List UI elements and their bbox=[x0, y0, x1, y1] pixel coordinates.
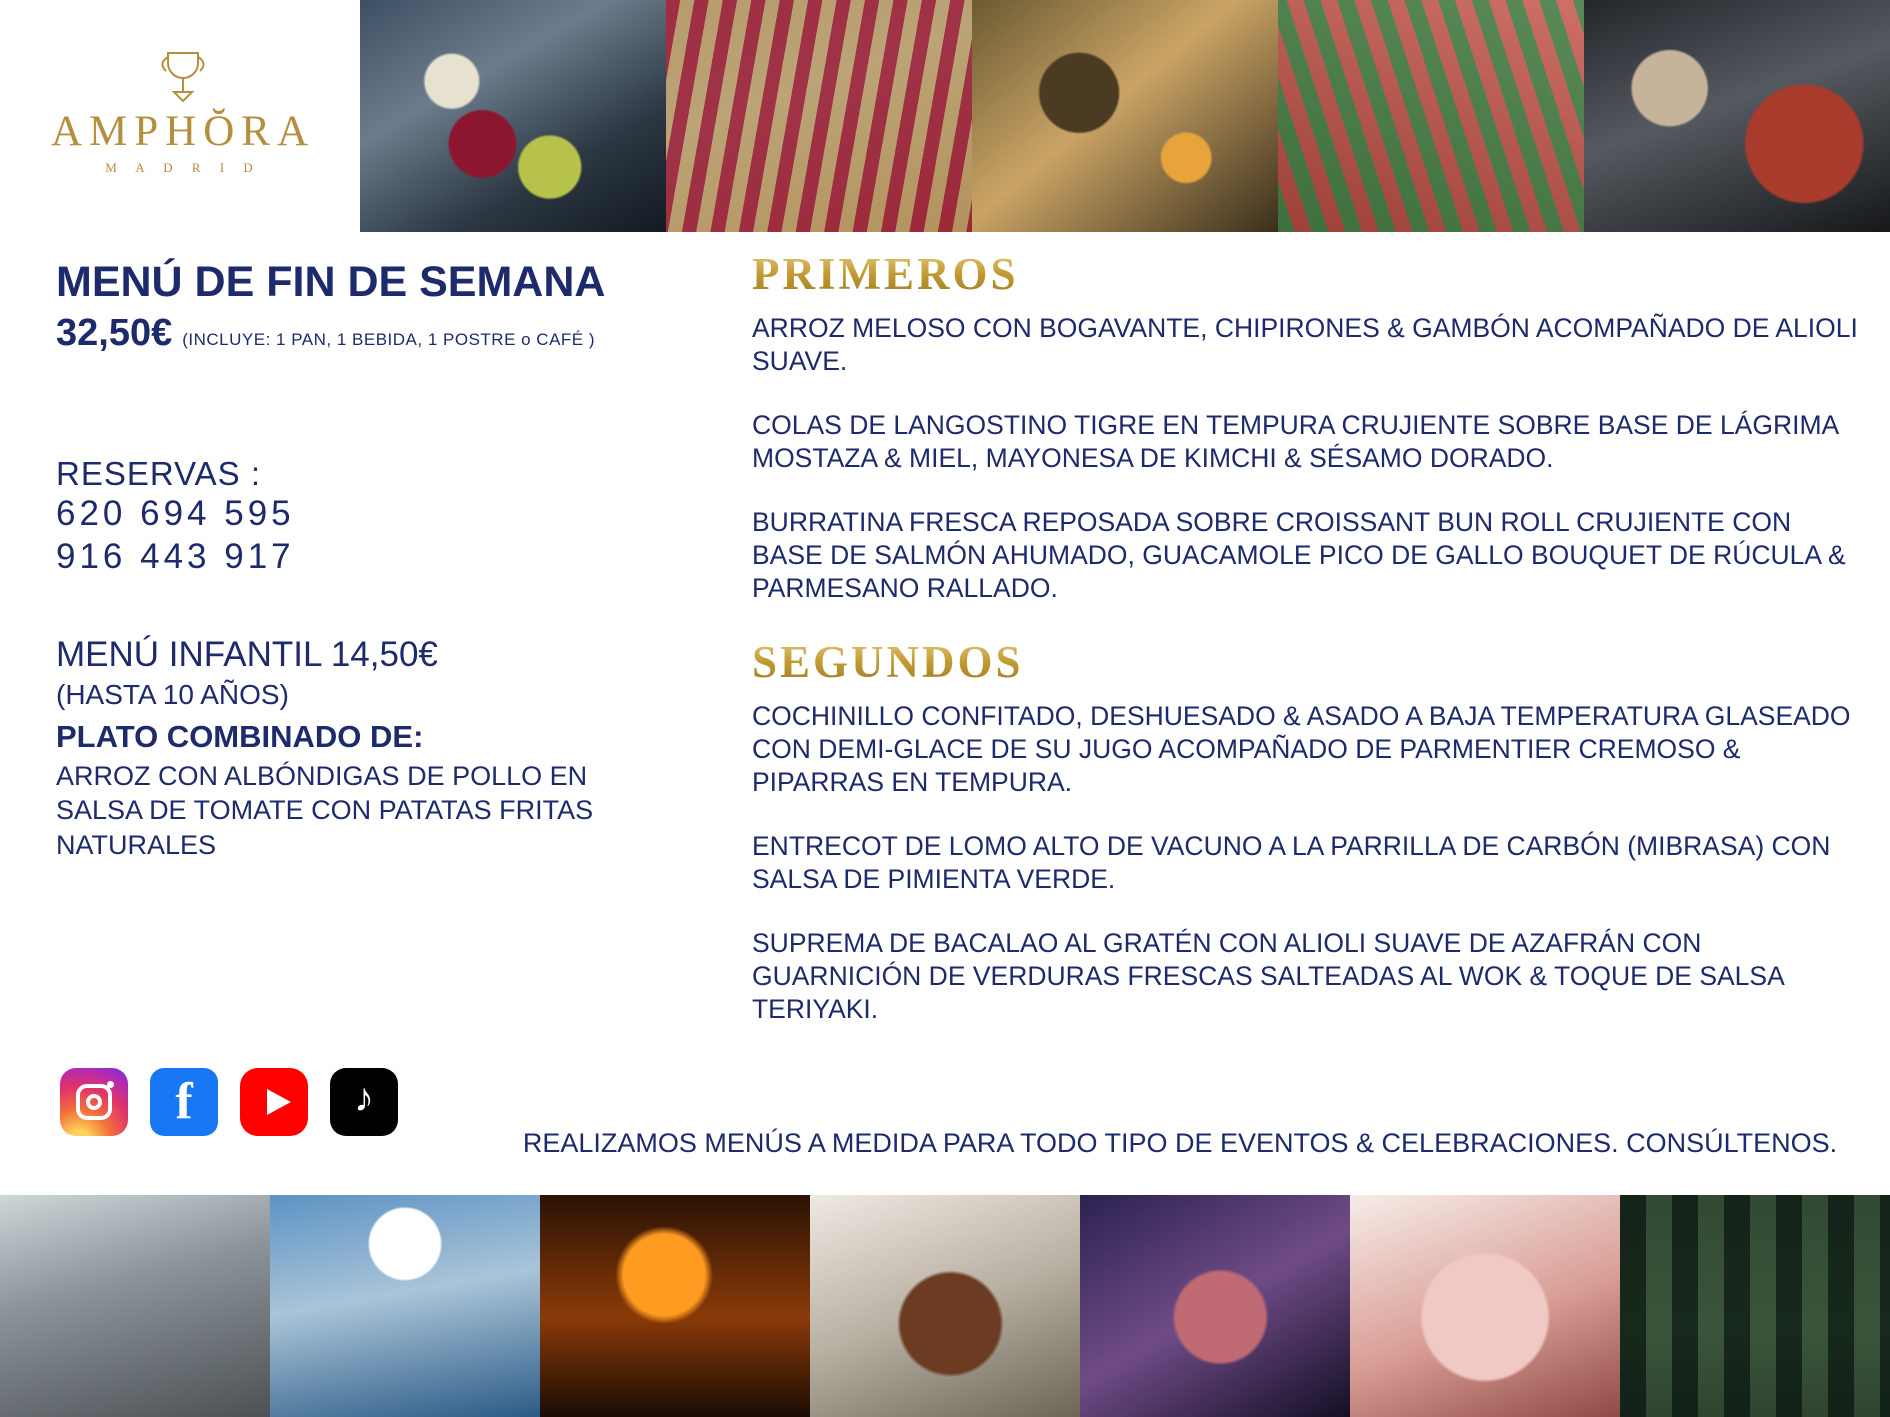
reservations-label: RESERVAS : bbox=[56, 455, 262, 493]
brand-logo bbox=[28, 36, 338, 186]
first-course-item: BURRATINA FRESCA REPOSADA SOBRE CROISSANT BUN ROLL CRUJIENTE CON BASE DE SALMÓN AHUMADO, GUACAMOLE PICO DE GALLO BOUQUET DE RÚCULA & PARMESANO RALLADO. bbox=[752, 506, 1846, 604]
kids-combo-description: ARROZ CON ALBÓNDIGAS DE POLLO EN SALSA DE TOMATE CON PATATAS FRITAS NATURALES bbox=[56, 760, 594, 860]
kids-combo-label: PLATO COMBINADO DE: bbox=[56, 718, 424, 754]
second-course-item: COCHINILLO CONFITADO, DESHUESADO & ASADO A BAJA TEMPERATURA GLASEADO CON DEMI-GLACE DE SU JUGO ACOMPAÑADO DE PARMENTIER CREMOSO & PIPARRAS EN TEMPURA. bbox=[752, 700, 1851, 798]
brand-name: AMPHŎRA bbox=[50, 107, 316, 155]
seafood-scallops-pan-photo bbox=[972, 0, 1278, 232]
restaurant-interior-photo bbox=[0, 1195, 270, 1417]
weekend-menu-title: MENÚ DE FIN DE SEMANA bbox=[56, 258, 606, 306]
reservations-block bbox=[56, 455, 736, 578]
events-footer-note: REALIZAMOS MENÚS A MEDIDA PARA TODO TIPO DE EVENTOS & CELEBRACIONES. CONSÚLTENOS. bbox=[522, 1128, 1838, 1158]
wine-bottles-photo bbox=[1620, 1195, 1890, 1417]
menu-column bbox=[752, 248, 1862, 1057]
sushi-roll-blue-plate-photo bbox=[666, 0, 972, 232]
first-course-item: ARROZ MELOSO CON BOGAVANTE, CHIPIRONES & GAMBÓN ACOMPAÑADO DE ALIOLI SUAVE. bbox=[752, 313, 1858, 377]
first-course-item: COLAS DE LANGOSTINO TIGRE EN TEMPURA CRUJIENTE SOBRE BASE DE LÁGRIMA MOSTAZA & MIEL, MAYONESA DE KIMCHI & SÉSAMO DORADO. bbox=[752, 409, 1838, 474]
second-course-item: SUPREMA DE BACALAO AL GRATÉN CON ALIOLI SUAVE DE AZAFRÁN CON GUARNICIÓN DE VERDURAS FRESCAS SALTEADAS AL WOK & TOQUE DE SALSA TERIYAKI. bbox=[752, 927, 1784, 1025]
lamb-chops-plate-photo bbox=[810, 1195, 1080, 1417]
section-heading-segundos: SEGUNDOS bbox=[752, 636, 1862, 688]
tiktok-icon[interactable] bbox=[330, 1068, 398, 1136]
reservation-phone-2[interactable]: 916 443 917 bbox=[56, 536, 295, 576]
bottom-photo-strip bbox=[0, 1195, 1890, 1417]
grilled-fish-vegetables-photo bbox=[1278, 0, 1584, 232]
price-includes-note: (INCLUYE: 1 PAN, 1 BEBIDA, 1 POSTRE o CAFÉ ) bbox=[182, 330, 596, 350]
brand-subtitle: M A D R I D bbox=[105, 159, 261, 175]
facebook-icon[interactable] bbox=[150, 1068, 218, 1136]
reservation-phone-1[interactable]: 620 694 595 bbox=[56, 494, 295, 534]
social-links bbox=[60, 1068, 398, 1136]
left-info-column bbox=[56, 258, 736, 862]
grilled-meat-flame-photo bbox=[540, 1195, 810, 1417]
menu-price: 32,50€ bbox=[56, 312, 173, 355]
instagram-icon[interactable] bbox=[60, 1068, 128, 1136]
youtube-play-glyph bbox=[267, 1089, 291, 1115]
section-heading-primeros: PRIMEROS bbox=[752, 248, 1862, 300]
kids-menu-title: MENÚ INFANTIL 14,50€ bbox=[56, 634, 438, 674]
wagyu-beef-cut-photo bbox=[1350, 1195, 1620, 1417]
instagram-lens bbox=[86, 1094, 102, 1110]
terrace-tables-photo bbox=[270, 1195, 540, 1417]
top-photo-strip bbox=[360, 0, 1890, 232]
ham-carpaccio-plate-photo bbox=[1080, 1195, 1350, 1417]
tiktok-note-glyph: ♪ bbox=[354, 1076, 374, 1120]
instagram-dot bbox=[107, 1081, 114, 1088]
dessert-red-fruit-plate-photo bbox=[360, 0, 666, 232]
facebook-glyph: f bbox=[175, 1073, 193, 1130]
price-row bbox=[56, 312, 736, 355]
octopus-lobster-display-photo bbox=[1584, 0, 1890, 232]
youtube-icon[interactable] bbox=[240, 1068, 308, 1136]
kids-menu-age: (HASTA 10 AÑOS) bbox=[56, 678, 289, 710]
amphora-logo-icon bbox=[148, 47, 218, 103]
second-course-item: ENTRECOT DE LOMO ALTO DE VACUNO A LA PARRILLA DE CARBÓN (MIBRASA) CON SALSA DE PIMIENTA VERDE. bbox=[752, 830, 1831, 895]
